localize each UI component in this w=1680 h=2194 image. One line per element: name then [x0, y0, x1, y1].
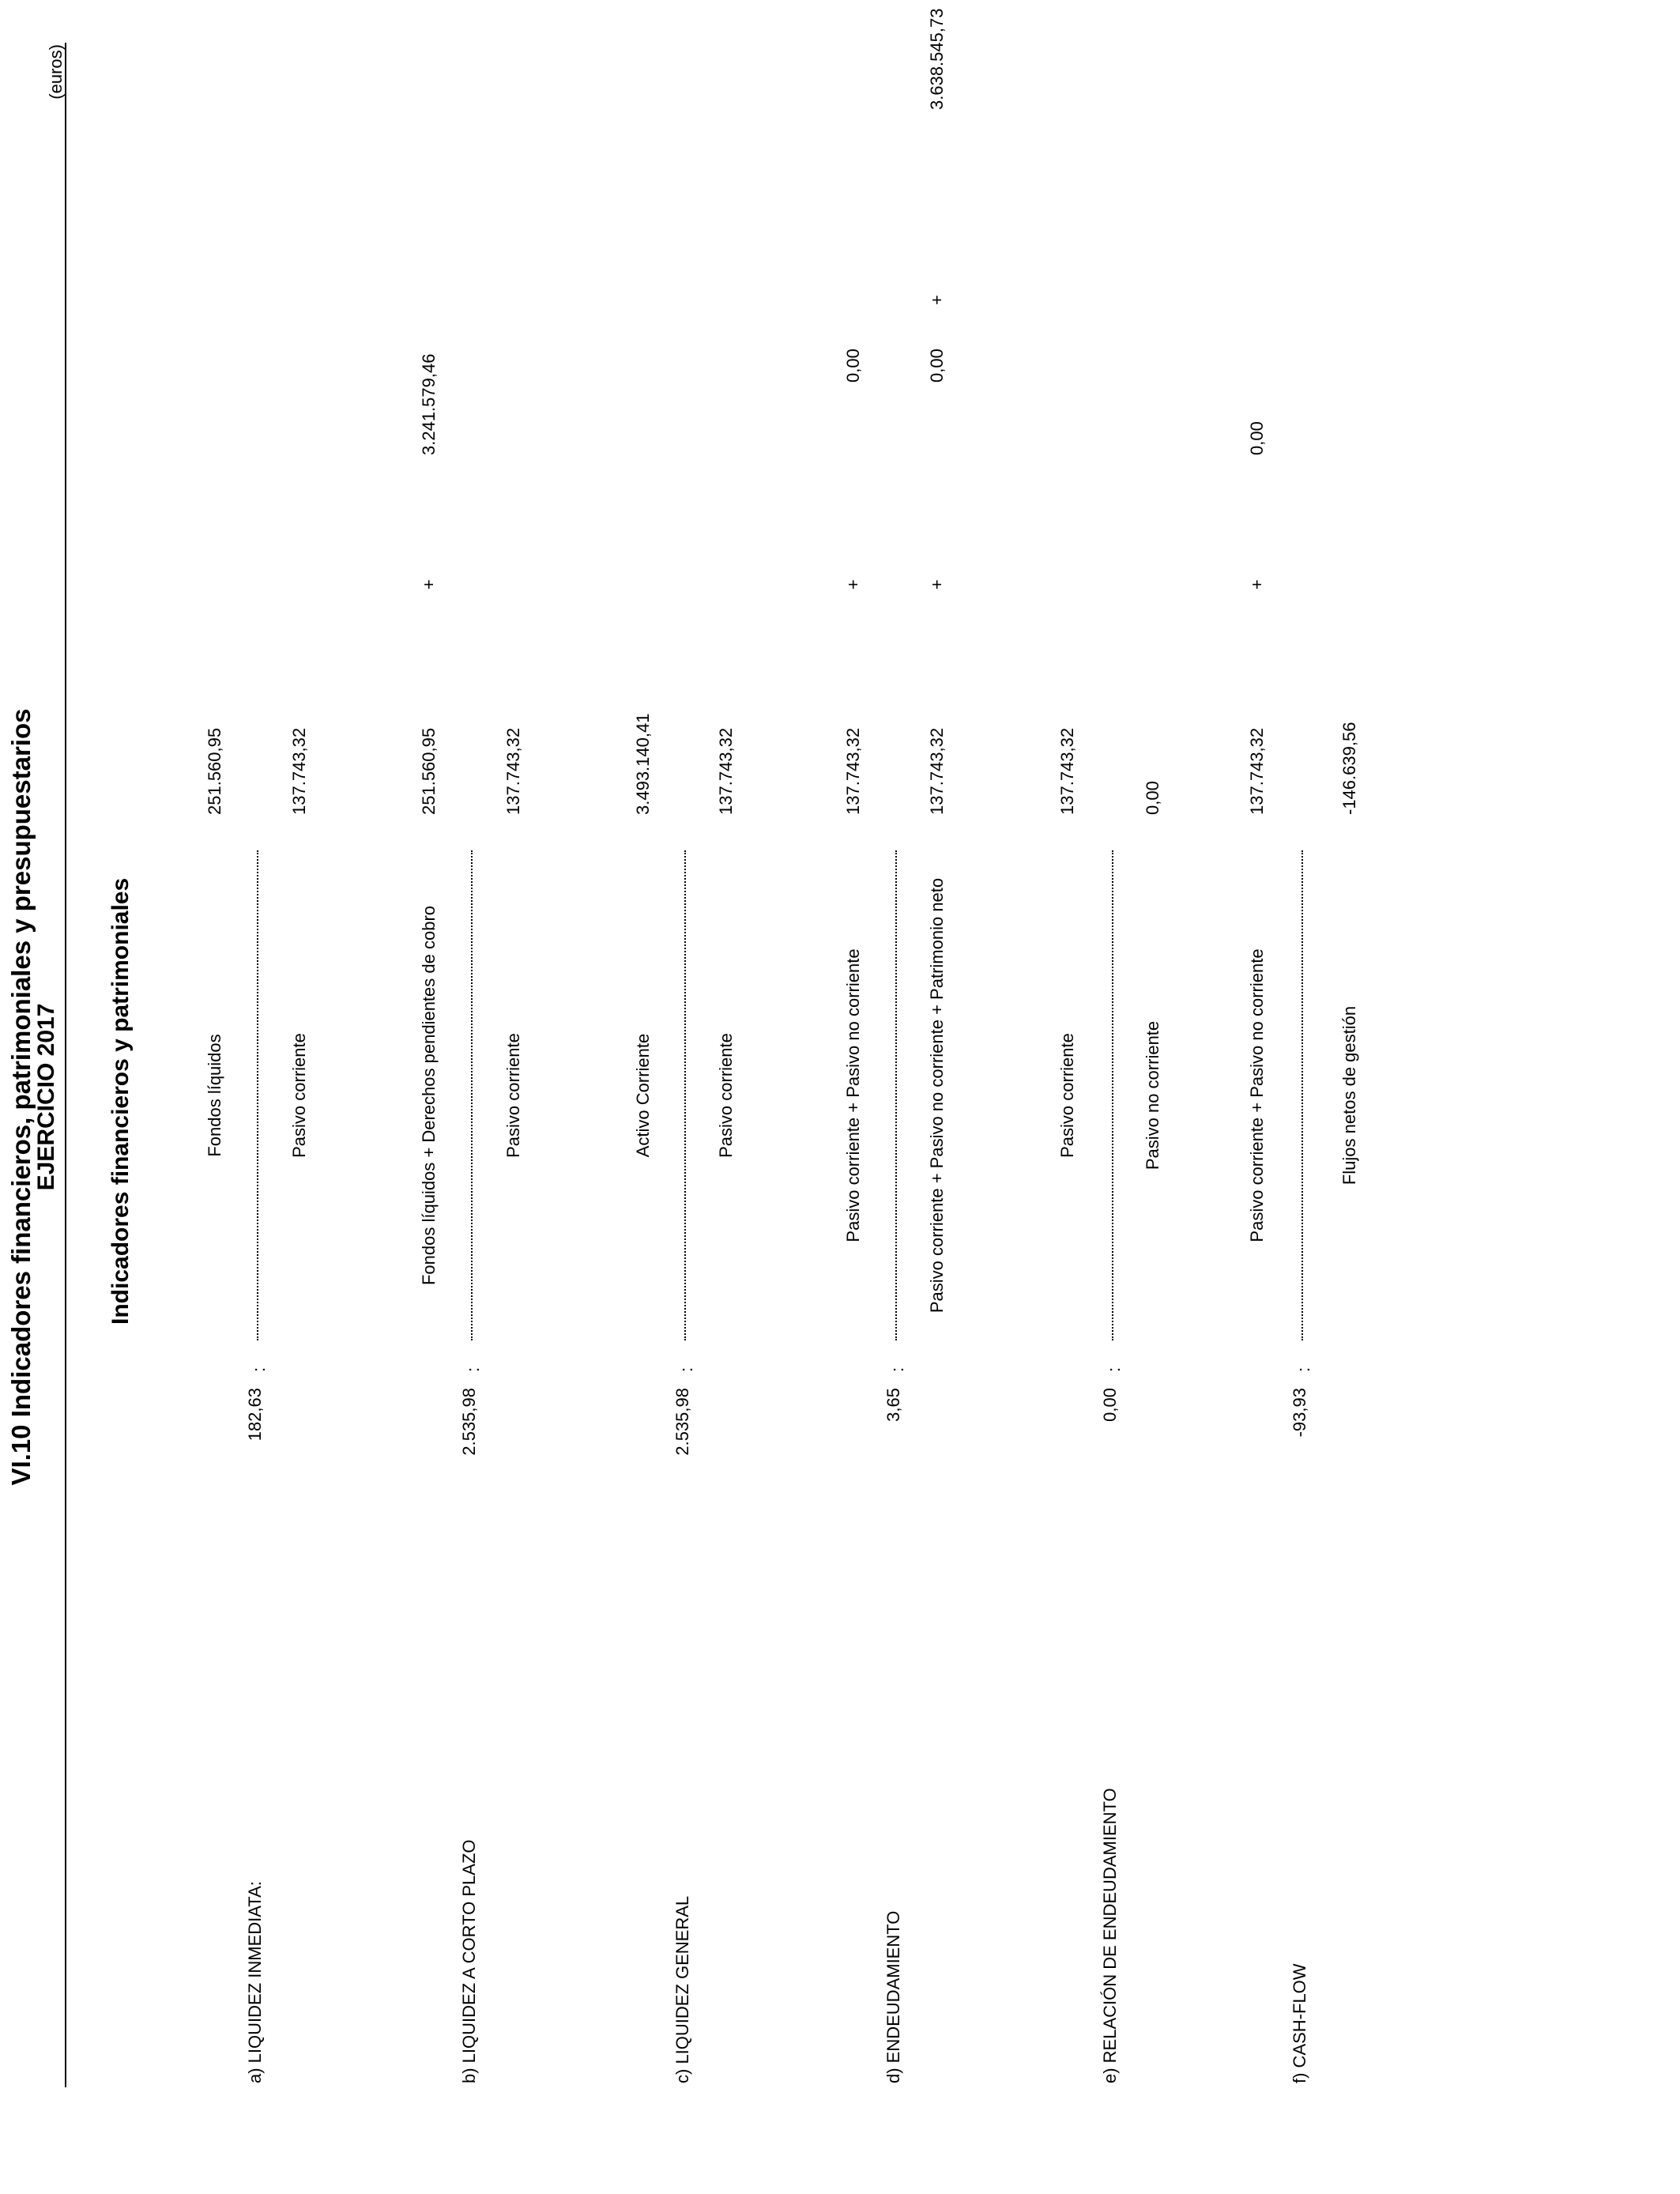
denominator-value: 137.743,32 — [289, 727, 309, 815]
denominator-value: 137.743,32 — [927, 727, 947, 815]
indicator-colon: : — [676, 1367, 696, 1372]
fraction-line — [684, 850, 686, 1340]
numerator-formula: Pasivo corriente — [1057, 1033, 1077, 1158]
section-title: Indicadores financieros y patrimoniales — [107, 877, 134, 1325]
numerator-value: 137.743,32 — [1057, 727, 1077, 815]
page-title: VI.10 Indicadores financieros, patrimoniales y presupuestarios — [6, 708, 36, 1486]
page-subtitle: EJERCICIO 2017 — [33, 1003, 59, 1191]
plus-sign: + — [1247, 579, 1267, 590]
indicator-result: 182,63 — [245, 1388, 265, 1442]
fraction-line — [257, 850, 258, 1340]
numerator-value: 137.743,32 — [843, 727, 863, 815]
numerator-value: 3.493.140,41 — [633, 713, 653, 815]
denominator-value: -146.639,56 — [1339, 722, 1359, 815]
header-rule — [65, 43, 66, 2087]
indicator-colon: : — [249, 1367, 269, 1372]
indicator-label: b) LIQUIDEZ A CORTO PLAZO — [459, 1839, 479, 2083]
numerator-formula: Fondos líquidos + Derechos pendientes de cobro — [419, 905, 439, 1286]
numerator-formula: Pasivo corriente + Pasivo no corriente — [843, 948, 863, 1242]
indicator-colon: : — [1104, 1367, 1124, 1372]
plus-sign: + — [927, 579, 947, 590]
numerator-value: 251.560,95 — [205, 727, 224, 815]
indicator-label: a) LIQUIDEZ INMEDIATA: — [245, 1881, 265, 2083]
denominator-formula: Pasivo no corriente — [1143, 1020, 1162, 1171]
numerator-formula: Activo Corriente — [633, 1033, 653, 1158]
plus-sign: + — [843, 579, 863, 590]
fraction-line — [1301, 850, 1303, 1340]
numerator-value-2: 0,00 — [1247, 421, 1267, 455]
indicator-result: 2.535,98 — [672, 1388, 692, 1456]
fraction-line — [1112, 850, 1113, 1340]
numerator-formula: Fondos líquidos — [205, 1034, 224, 1157]
indicator-result: 3,65 — [883, 1388, 903, 1422]
indicator-result: 0,00 — [1100, 1388, 1120, 1422]
unit-label: (euros) — [46, 44, 66, 100]
numerator-value: 251.560,95 — [419, 727, 439, 815]
indicator-result: -93,93 — [1290, 1388, 1309, 1438]
indicator-label: f) CASH-FLOW — [1290, 1963, 1309, 2083]
indicator-label: e) RELACIÓN DE ENDEUDAMIENTO — [1100, 1788, 1120, 2083]
indicator-label: c) LIQUIDEZ GENERAL — [672, 1895, 692, 2083]
denominator-formula: Flujos netos de gestión — [1339, 1005, 1359, 1186]
indicator-colon: : — [887, 1367, 907, 1372]
denominator-formula: Pasivo corriente — [716, 1033, 736, 1158]
numerator-formula: Pasivo corriente + Pasivo no corriente — [1247, 948, 1267, 1242]
denominator-formula: Pasivo corriente — [289, 1033, 309, 1158]
fraction-line — [895, 850, 897, 1340]
denominator-value: 137.743,32 — [503, 727, 523, 815]
plus-sign: + — [927, 295, 947, 305]
denominator-formula: Pasivo corriente + Pasivo no corriente + Patrimonio neto — [927, 877, 947, 1314]
plus-sign: + — [419, 579, 439, 590]
indicator-label: d) ENDEUDAMIENTO — [883, 1910, 903, 2083]
denominator-value: 0,00 — [1143, 781, 1162, 815]
denominator-value-2: 0,00 — [927, 349, 947, 383]
indicator-colon: : — [463, 1367, 483, 1372]
numerator-value-2: 0,00 — [843, 349, 863, 383]
denominator-value-3: 3.638.545,73 — [927, 8, 947, 110]
numerator-value-2: 3.241.579,46 — [419, 353, 439, 455]
fraction-line — [471, 850, 473, 1340]
indicator-result: 2.535,98 — [459, 1388, 479, 1456]
denominator-formula: Pasivo corriente — [503, 1033, 523, 1158]
indicator-colon: : — [1294, 1367, 1313, 1372]
denominator-value: 137.743,32 — [716, 727, 736, 815]
numerator-value: 137.743,32 — [1247, 727, 1267, 815]
